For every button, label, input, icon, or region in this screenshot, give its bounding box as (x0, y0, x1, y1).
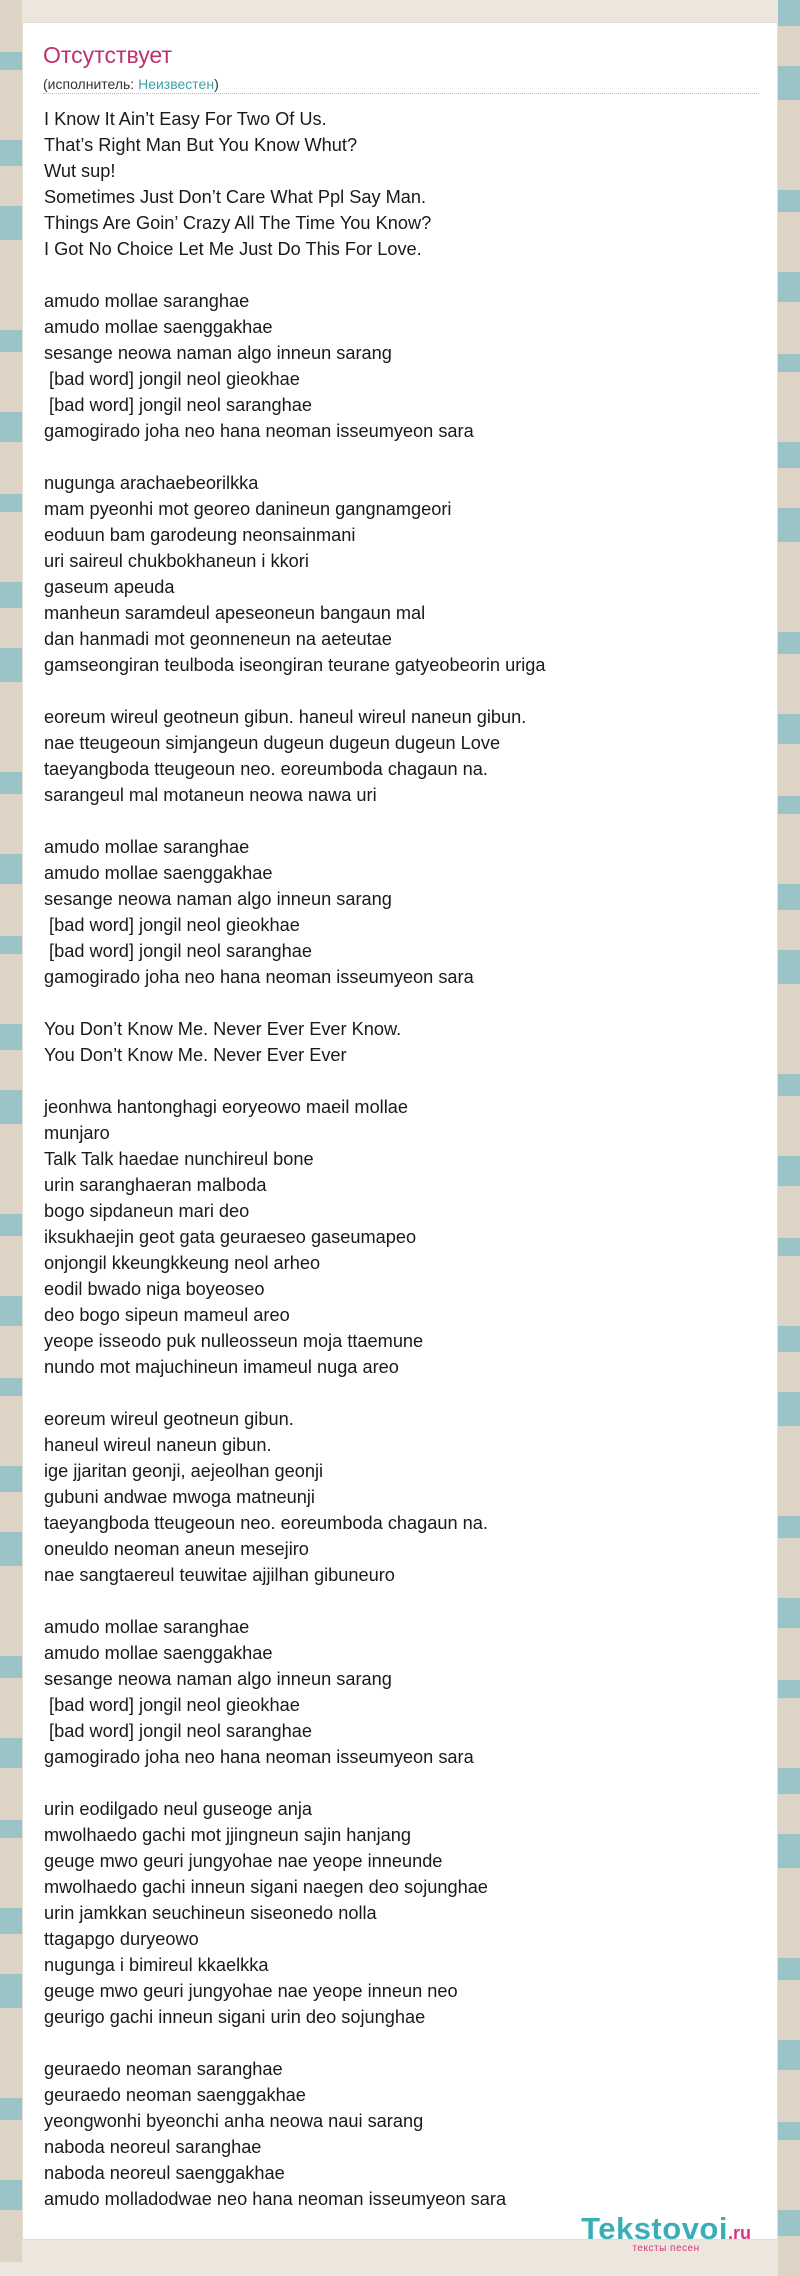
stripe-segment (778, 1834, 800, 1868)
stripe-segment (0, 442, 22, 494)
lyric-line: That’s Right Man But You Know Whut? (44, 135, 358, 155)
stripe-segment (0, 2210, 22, 2262)
stripe-segment (0, 352, 22, 412)
stripe-segment (0, 648, 22, 682)
lyric-line: haneul wireul naneun gibun. (44, 1435, 272, 1455)
lyric-line: dan hanmadi mot geonneneun na aeteutae (44, 629, 392, 649)
lyric-line: Wut sup! (44, 161, 116, 181)
stripe-segment (778, 1238, 800, 1256)
lyric-line: sesange neowa naman algo inneun sarang (44, 343, 392, 363)
stripe-segment (0, 1214, 22, 1236)
lyric-line: deo bogo sipeun mameul areo (44, 1305, 290, 1325)
stripe-segment (778, 984, 800, 1074)
stripe-segment (778, 1794, 800, 1834)
stripe-segment (0, 1820, 22, 1838)
lyric-line: [bad word] jongil neol gieokhae (44, 915, 300, 935)
stripe-segment (0, 1566, 22, 1656)
stripe-segment (778, 796, 800, 814)
stripe-segment (0, 2098, 22, 2120)
stripe-segment (0, 954, 22, 1024)
lyric-line: Sometimes Just Don’t Care What Ppl Say Man. (44, 187, 427, 207)
stripe-segment (0, 2008, 22, 2098)
left-stripe-border (0, 0, 22, 2262)
stripe-segment (0, 330, 22, 352)
stripe-segment (0, 1768, 22, 1820)
stripe-segment (0, 1050, 22, 1090)
stripe-segment (778, 190, 800, 212)
stripe-segment (0, 1532, 22, 1566)
lyric-line: gamogirado joha neo hana neoman isseumyeon sara (44, 967, 474, 987)
lyric-blank-line (44, 444, 757, 470)
lyric-line: amudo mollae saenggakhae (44, 863, 273, 883)
stripe-segment (778, 2236, 800, 2276)
lyric-line: nugunga i bimireul kkaelkka (44, 1955, 269, 1975)
stripe-segment (0, 1656, 22, 1678)
lyric-line: Talk Talk haedae nunchireul bone (44, 1149, 314, 1169)
song-title[interactable]: Отсутствует (43, 42, 172, 68)
lyric-line: manheun saramdeul apeseoneun bangaun mal (44, 603, 426, 623)
lyric-line: yeope isseodo puk nulleosseun moja ttaemune (44, 1331, 424, 1351)
lyrics-card (22, 22, 778, 2254)
lyric-line: uri saireul chukbokhaneun i kkori (44, 551, 309, 571)
lyric-line: [bad word] jongil neol saranghae (44, 1721, 312, 1741)
stripe-segment (0, 1738, 22, 1768)
stripe-segment (778, 632, 800, 654)
stripe-segment (0, 0, 22, 52)
lyric-line: amudo mollae saranghae (44, 1617, 250, 1637)
stripe-segment (0, 1492, 22, 1532)
lyric-line: You Don’t Know Me. Never Ever Ever Know. (44, 1019, 402, 1039)
stripe-segment (0, 2180, 22, 2210)
lyric-line: taeyangboda tteugeoun neo. eoreumboda chagaun na. (44, 1513, 488, 1533)
stripe-segment (778, 714, 800, 744)
lyric-line: amudo mollae saenggakhae (44, 1643, 273, 1663)
lyric-line: bogo sipdaneun mari deo (44, 1201, 250, 1221)
lyric-line: eoreum wireul geotneun gibun. (44, 1409, 294, 1429)
stripe-segment (778, 910, 800, 950)
stripe-segment (0, 140, 22, 166)
stripe-segment (778, 1868, 800, 1958)
lyric-blank-line (44, 990, 757, 1016)
lyric-line: amudo mollae saranghae (44, 837, 250, 857)
stripe-segment (778, 1256, 800, 1326)
lyric-blank-line (44, 1588, 757, 1614)
stripe-segment (778, 1074, 800, 1096)
stripe-segment (778, 372, 800, 442)
stripe-segment (778, 1186, 800, 1238)
stripe-segment (778, 212, 800, 272)
lyric-blank-line (44, 1068, 757, 1094)
stripe-segment (778, 272, 800, 302)
stripe-segment (0, 412, 22, 442)
stripe-segment (778, 1980, 800, 2040)
stripe-segment (778, 1426, 800, 1516)
stripe-segment (778, 2122, 800, 2140)
stripe-segment (778, 0, 800, 26)
stripe-segment (778, 1628, 800, 1680)
right-stripe-border (778, 0, 800, 2262)
lyric-line: [bad word] jongil neol saranghae (44, 941, 312, 961)
lyric-line: naboda neoreul saenggakhae (44, 2163, 285, 2183)
stripe-segment (0, 52, 22, 70)
lyric-line: urin eodilgado neul guseoge anja (44, 1799, 312, 1819)
stripe-segment (778, 26, 800, 66)
stripe-segment (778, 302, 800, 354)
lyric-line: iksukhaejin geot gata geuraeseo gaseumapeo (44, 1227, 417, 1247)
stripe-segment (0, 206, 22, 240)
lyric-line: sarangeul mal motaneun neowa nawa uri (44, 785, 377, 805)
stripe-segment (778, 1538, 800, 1598)
stripe-segment (778, 100, 800, 190)
lyric-line: geurigo gachi inneun sigani urin deo sojunghae (44, 2007, 426, 2027)
stripe-segment (778, 1326, 800, 1352)
stripe-segment (778, 542, 800, 632)
stripe-segment (0, 1296, 22, 1326)
lyric-line: yeongwonhi byeonchi anha neowa naui sarang (44, 2111, 424, 2131)
lyric-blank-line (44, 2030, 757, 2056)
stripe-segment (0, 884, 22, 936)
lyric-line: nundo mot majuchineun imameul nuga areo (44, 1357, 399, 1377)
stripe-segment (778, 884, 800, 910)
stripe-segment (0, 582, 22, 608)
lyrics-text (44, 106, 757, 2212)
stripe-segment (0, 936, 22, 954)
lyric-line: munjaro (44, 1123, 110, 1143)
stripe-segment (778, 508, 800, 542)
lyric-line: geuge mwo geuri jungyohae nae yeope inneun neo (44, 1981, 458, 2001)
stripe-segment (0, 1378, 22, 1396)
lyric-line: urin saranghaeran malboda (44, 1175, 267, 1195)
lyric-line: Things Are Goin’ Crazy All The Time You Know? (44, 213, 432, 233)
site-logo[interactable] (581, 2211, 751, 2254)
logo-tagline: тексты песен (632, 2243, 700, 2254)
performer-prefix: (исполнитель: (43, 76, 139, 92)
stripe-segment (778, 744, 800, 796)
stripe-segment (778, 1698, 800, 1768)
stripe-segment (0, 1124, 22, 1214)
lyric-line: You Don’t Know Me. Never Ever Ever (44, 1045, 347, 1065)
artist-link[interactable]: Неизвестен (138, 76, 215, 92)
lyric-line: eoreum wireul geotneun gibun. haneul wireul naneun gibun. (44, 707, 527, 727)
lyric-blank-line (44, 808, 757, 834)
stripe-segment (0, 240, 22, 330)
lyric-line: [bad word] jongil neol gieokhae (44, 369, 300, 389)
stripe-segment (778, 2040, 800, 2070)
lyric-line: sesange neowa naman algo inneun sarang (44, 889, 392, 909)
lyric-line: amudo molladodwae neo hana neoman isseumyeon sara (44, 2189, 507, 2209)
stripe-segment (778, 468, 800, 508)
lyric-blank-line (44, 1380, 757, 1406)
lyric-line: nae tteugeoun simjangeun dugeun dugeun dugeun Love (44, 733, 501, 753)
stripe-segment (778, 1392, 800, 1426)
lyric-blank-line (44, 262, 757, 288)
stripe-segment (778, 2210, 800, 2236)
lyric-line: I Got No Choice Let Me Just Do This For Love. (44, 239, 422, 259)
lyric-blank-line (44, 1770, 757, 1796)
lyric-line: gubuni andwae mwoga matneunji (44, 1487, 315, 1507)
lyric-line: nae sangtaereul teuwitae ajjilhan gibuneuro (44, 1565, 395, 1585)
stripe-segment (778, 950, 800, 984)
stripe-segment (778, 354, 800, 372)
lyric-line: mam pyeonhi mot georeo danineun gangnamgeori (44, 499, 452, 519)
stripe-segment (0, 1466, 22, 1492)
logo-brand: Tekstovoi (581, 2211, 728, 2246)
lyric-line: ige jjaritan geonji, aejeolhan geonji (44, 1461, 324, 1481)
performer-line (43, 76, 219, 92)
stripe-segment (0, 2120, 22, 2180)
stripe-segment (0, 1024, 22, 1050)
stripe-segment (0, 772, 22, 794)
stripe-segment (0, 1396, 22, 1466)
lyric-line: gamseongiran teulboda iseongiran teurane gatyeobeorin uriga (44, 655, 546, 675)
lyric-line: gaseum apeuda (44, 577, 175, 597)
lyric-line: amudo mollae saenggakhae (44, 317, 273, 337)
lyric-blank-line (44, 678, 757, 704)
stripe-segment (0, 1326, 22, 1378)
lyric-line: urin jamkkan seuchineun siseonedo nolla (44, 1903, 377, 1923)
lyric-line: [bad word] jongil neol saranghae (44, 395, 312, 415)
lyric-line: [bad word] jongil neol gieokhae (44, 1695, 300, 1715)
stripe-segment (778, 1516, 800, 1538)
stripe-segment (0, 854, 22, 884)
lyric-line: mwolhaedo gachi mot jjingneun sajin hanjang (44, 1825, 412, 1845)
stripe-segment (778, 1598, 800, 1628)
stripe-segment (0, 1974, 22, 2008)
stripe-segment (0, 682, 22, 772)
stripe-segment (0, 512, 22, 582)
lyric-line: sesange neowa naman algo inneun sarang (44, 1669, 392, 1689)
stripe-segment (0, 608, 22, 648)
stripe-segment (778, 1096, 800, 1156)
stripe-segment (778, 1768, 800, 1794)
lyric-line: I Know It Ain’t Easy For Two Of Us. (44, 109, 327, 129)
stripe-segment (778, 1352, 800, 1392)
lyric-line: geuraedo neoman saenggakhae (44, 2085, 306, 2105)
lyric-line: mwolhaedo gachi inneun sigani naegen deo sojunghae (44, 1877, 488, 1897)
stripe-segment (778, 1958, 800, 1980)
stripe-segment (0, 1908, 22, 1934)
stripe-segment (0, 794, 22, 854)
stripe-segment (0, 70, 22, 140)
lyric-line: naboda neoreul saranghae (44, 2137, 262, 2157)
lyric-line: ttagapgo duryeowo (44, 1929, 199, 1949)
lyric-line: onjongil kkeungkkeung neol arheo (44, 1253, 321, 1273)
lyric-line: jeonhwa hantonghagi eoryeowo maeil mollae (44, 1097, 408, 1117)
logo-tld: .ru (727, 2223, 751, 2243)
lyric-line: eoduun bam garodeung neonsainmani (44, 525, 356, 545)
stripe-segment (778, 814, 800, 884)
lyric-line: geuraedo neoman saranghae (44, 2059, 283, 2079)
lyric-line: amudo mollae saranghae (44, 291, 250, 311)
lyric-line: taeyangboda tteugeoun neo. eoreumboda chagaun na. (44, 759, 488, 779)
lyric-line: gamogirado joha neo hana neoman isseumyeon sara (44, 421, 474, 441)
stripe-segment (0, 1678, 22, 1738)
stripe-segment (778, 442, 800, 468)
stripe-segment (778, 2140, 800, 2210)
stripe-segment (0, 1838, 22, 1908)
stripe-segment (0, 494, 22, 512)
stripe-segment (778, 1680, 800, 1698)
stripe-segment (778, 2070, 800, 2122)
stripe-segment (778, 66, 800, 100)
lyric-line: geuge mwo geuri jungyohae nae yeope inneunde (44, 1851, 443, 1871)
dotted-divider (43, 93, 759, 94)
performer-suffix: ) (214, 76, 219, 92)
lyric-line: eodil bwado niga boyeoseo (44, 1279, 265, 1299)
lyric-line: nugunga arachaebeorilkka (44, 473, 259, 493)
lyric-line: oneuldo neoman aneun mesejiro (44, 1539, 309, 1559)
stripe-segment (778, 654, 800, 714)
lyric-line: gamogirado joha neo hana neoman isseumyeon sara (44, 1747, 474, 1767)
stripe-segment (0, 1934, 22, 1974)
stripe-segment (0, 166, 22, 206)
stripe-segment (0, 1236, 22, 1296)
stripe-segment (778, 1156, 800, 1186)
stripe-segment (0, 1090, 22, 1124)
